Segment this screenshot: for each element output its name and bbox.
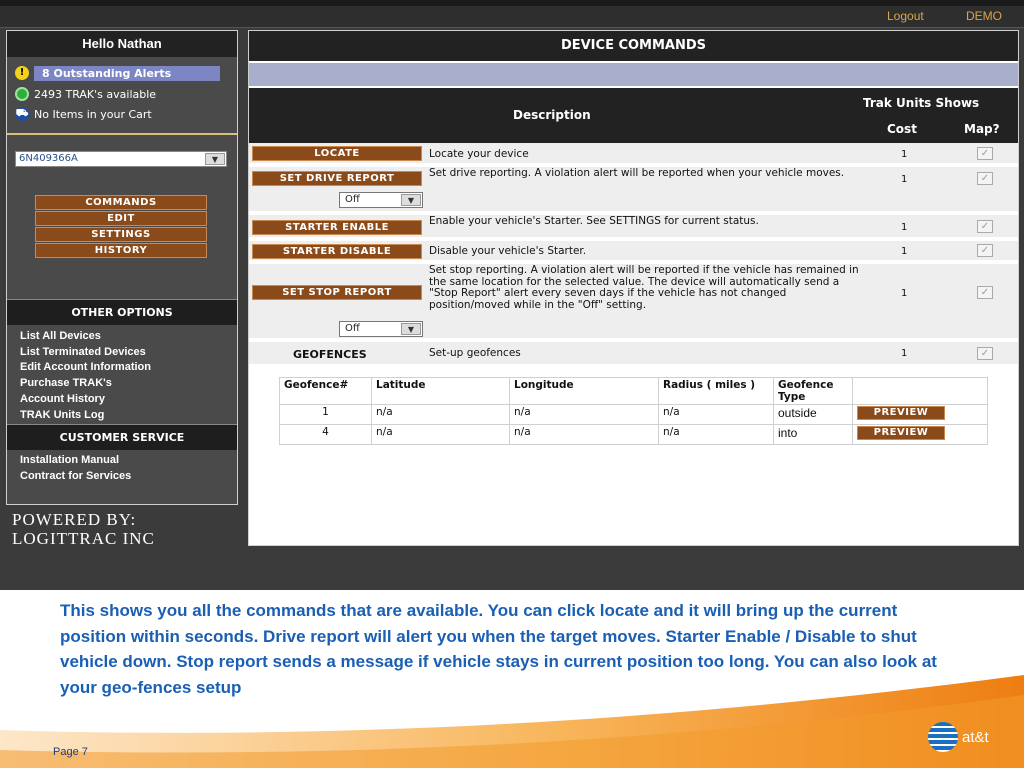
geo-col-radius: Radius ( miles ) xyxy=(659,378,774,405)
chevron-down-icon[interactable]: ▼ xyxy=(401,194,421,206)
command-row xyxy=(249,215,1018,239)
geo-type: into xyxy=(774,425,853,445)
starter-disable-button[interactable]: STARTER DISABLE xyxy=(252,244,422,259)
command-row xyxy=(249,143,1018,165)
edit-account-link[interactable]: Edit Account Information xyxy=(20,361,151,373)
geo-lon: n/a xyxy=(510,425,659,445)
command-desc: Set stop reporting. A violation alert will be reported if the vehicle has remained in the same location for the selected value. The device will automatically send a "Stop Report" alert every seven days if the vehicle has not changed position/moved while in the "Off" setting. xyxy=(429,264,859,311)
att-logo-text: at&t xyxy=(962,728,989,746)
table-row xyxy=(280,405,988,425)
customer-service-heading: CUSTOMER SERVICE xyxy=(7,424,237,450)
show-map-checkbox[interactable]: ✓ xyxy=(977,172,993,185)
geo-num: 1 xyxy=(280,405,372,425)
account-history-link[interactable]: Account History xyxy=(20,393,105,405)
geo-action-cell xyxy=(853,405,988,425)
table-header xyxy=(249,88,1018,143)
purchase-traks-link[interactable]: Purchase TRAK's xyxy=(20,377,112,389)
show-map-checkbox[interactable]: ✓ xyxy=(977,220,993,233)
geo-radius: n/a xyxy=(659,405,774,425)
set-stop-report-button[interactable]: SET STOP REPORT xyxy=(252,285,422,300)
divider xyxy=(7,133,237,135)
installation-manual-link[interactable]: Installation Manual xyxy=(20,454,120,466)
command-desc: Set-up geofences xyxy=(429,347,521,359)
preview-button[interactable]: PREVIEW xyxy=(857,406,945,420)
command-desc: Disable your vehicle's Starter. xyxy=(429,245,587,257)
select-value: Off xyxy=(345,323,360,334)
att-logo xyxy=(928,722,989,752)
command-row xyxy=(249,342,1018,366)
geo-col-action xyxy=(853,378,988,405)
command-row xyxy=(249,241,1018,262)
trak-units-log-link[interactable]: TRAK Units Log xyxy=(20,409,105,421)
trak-available-row xyxy=(15,86,156,102)
col-map: Map? xyxy=(964,122,1000,136)
command-desc: Locate your device xyxy=(429,148,529,160)
geo-col-longitude: Longitude xyxy=(510,378,659,405)
slide-caption: This shows you all the commands that are available. You can click locate and it will bring up the current position within seconds. Drive report will alert you when the target moves. Starter Enable / Disable to shut vehicle down. Stop report sends a message if vehicle stays in current position too long. You can also look at your geo-fences setup xyxy=(60,601,937,697)
geofences-label: GEOFENCES xyxy=(293,348,367,361)
command-desc: Enable your vehicle's Starter. See SETTINGS for current status. xyxy=(429,215,759,227)
chevron-down-icon[interactable]: ▼ xyxy=(205,153,225,165)
command-cost: 1 xyxy=(901,288,908,299)
command-row xyxy=(249,167,1018,213)
powered-by xyxy=(12,510,155,548)
other-options-heading: OTHER OPTIONS xyxy=(7,299,237,325)
cart-row[interactable] xyxy=(15,106,152,122)
geofence-table xyxy=(279,377,988,445)
company-name: LOGITTRAC INC xyxy=(12,529,155,548)
list-terminated-devices-link[interactable]: List Terminated Devices xyxy=(20,346,146,358)
geo-action-cell xyxy=(853,425,988,445)
contract-link[interactable]: Contract for Services xyxy=(20,470,132,482)
locate-button[interactable]: LOCATE xyxy=(252,146,422,161)
geo-radius: n/a xyxy=(659,425,774,445)
command-row xyxy=(249,264,1018,340)
geo-lon: n/a xyxy=(510,405,659,425)
geo-col-num: Geofence# xyxy=(280,378,372,405)
device-select-value: 6N409366A xyxy=(19,153,78,164)
geo-type: outside xyxy=(774,405,853,425)
logout-link[interactable]: Logout xyxy=(887,9,924,23)
preview-button[interactable]: PREVIEW xyxy=(857,426,945,440)
panel-title: DEVICE COMMANDS xyxy=(249,31,1018,61)
trak-available-label: 2493 TRAK's available xyxy=(34,87,157,101)
col-cost: Cost xyxy=(887,122,917,136)
panel-band xyxy=(249,63,1018,86)
settings-button[interactable]: SETTINGS xyxy=(35,227,207,242)
geo-col-type: Geofence Type xyxy=(774,378,853,405)
warning-icon: ! xyxy=(15,66,29,80)
geo-num: 4 xyxy=(280,425,372,445)
command-cost: 1 xyxy=(901,246,908,257)
show-map-checkbox[interactable]: ✓ xyxy=(977,286,993,299)
demo-link[interactable]: DEMO xyxy=(966,9,1002,23)
device-commands-panel xyxy=(248,30,1019,546)
starter-enable-button[interactable]: STARTER ENABLE xyxy=(252,220,422,235)
commands-button[interactable]: COMMANDS xyxy=(35,195,207,210)
command-cost: 1 xyxy=(901,222,908,233)
command-cost: 1 xyxy=(901,149,908,160)
col-description: Description xyxy=(513,108,591,122)
stop-report-select[interactable] xyxy=(339,321,423,337)
att-globe-icon xyxy=(928,722,958,752)
top-bar xyxy=(0,6,1024,28)
select-value: Off xyxy=(345,194,360,205)
powered-by-label: POWERED BY: xyxy=(12,510,137,529)
table-row xyxy=(280,425,988,445)
geo-lat: n/a xyxy=(372,405,510,425)
greeting: Hello Nathan xyxy=(7,31,237,57)
target-icon xyxy=(15,87,29,101)
sidebar xyxy=(6,30,238,505)
show-map-checkbox[interactable]: ✓ xyxy=(977,347,993,360)
col-trak-units: Trak Units Shows xyxy=(863,96,980,110)
command-desc: Set drive reporting. A violation alert will be reported when your vehicle moves. xyxy=(429,167,845,179)
geofence-header-row xyxy=(280,378,988,405)
command-cost: 1 xyxy=(901,174,908,185)
page-number: Page 7 xyxy=(53,746,88,758)
list-all-devices-link[interactable]: List All Devices xyxy=(20,330,101,342)
device-select[interactable] xyxy=(15,151,227,167)
drive-report-select[interactable] xyxy=(339,192,423,208)
edit-button[interactable]: EDIT xyxy=(35,211,207,226)
show-map-checkbox[interactable]: ✓ xyxy=(977,147,993,160)
cart-icon: ⛟ xyxy=(15,108,29,119)
geo-col-latitude: Latitude xyxy=(372,378,510,405)
geo-lat: n/a xyxy=(372,425,510,445)
alerts-label[interactable]: 8 Outstanding Alerts xyxy=(34,66,220,81)
alerts-row[interactable] xyxy=(15,65,220,81)
show-map-checkbox[interactable]: ✓ xyxy=(977,244,993,257)
set-drive-report-button[interactable]: SET DRIVE REPORT xyxy=(252,171,422,186)
cart-label: No Items in your Cart xyxy=(34,107,152,121)
chevron-down-icon[interactable]: ▼ xyxy=(401,323,421,335)
command-cost: 1 xyxy=(901,348,908,359)
history-button[interactable]: HISTORY xyxy=(35,243,207,258)
